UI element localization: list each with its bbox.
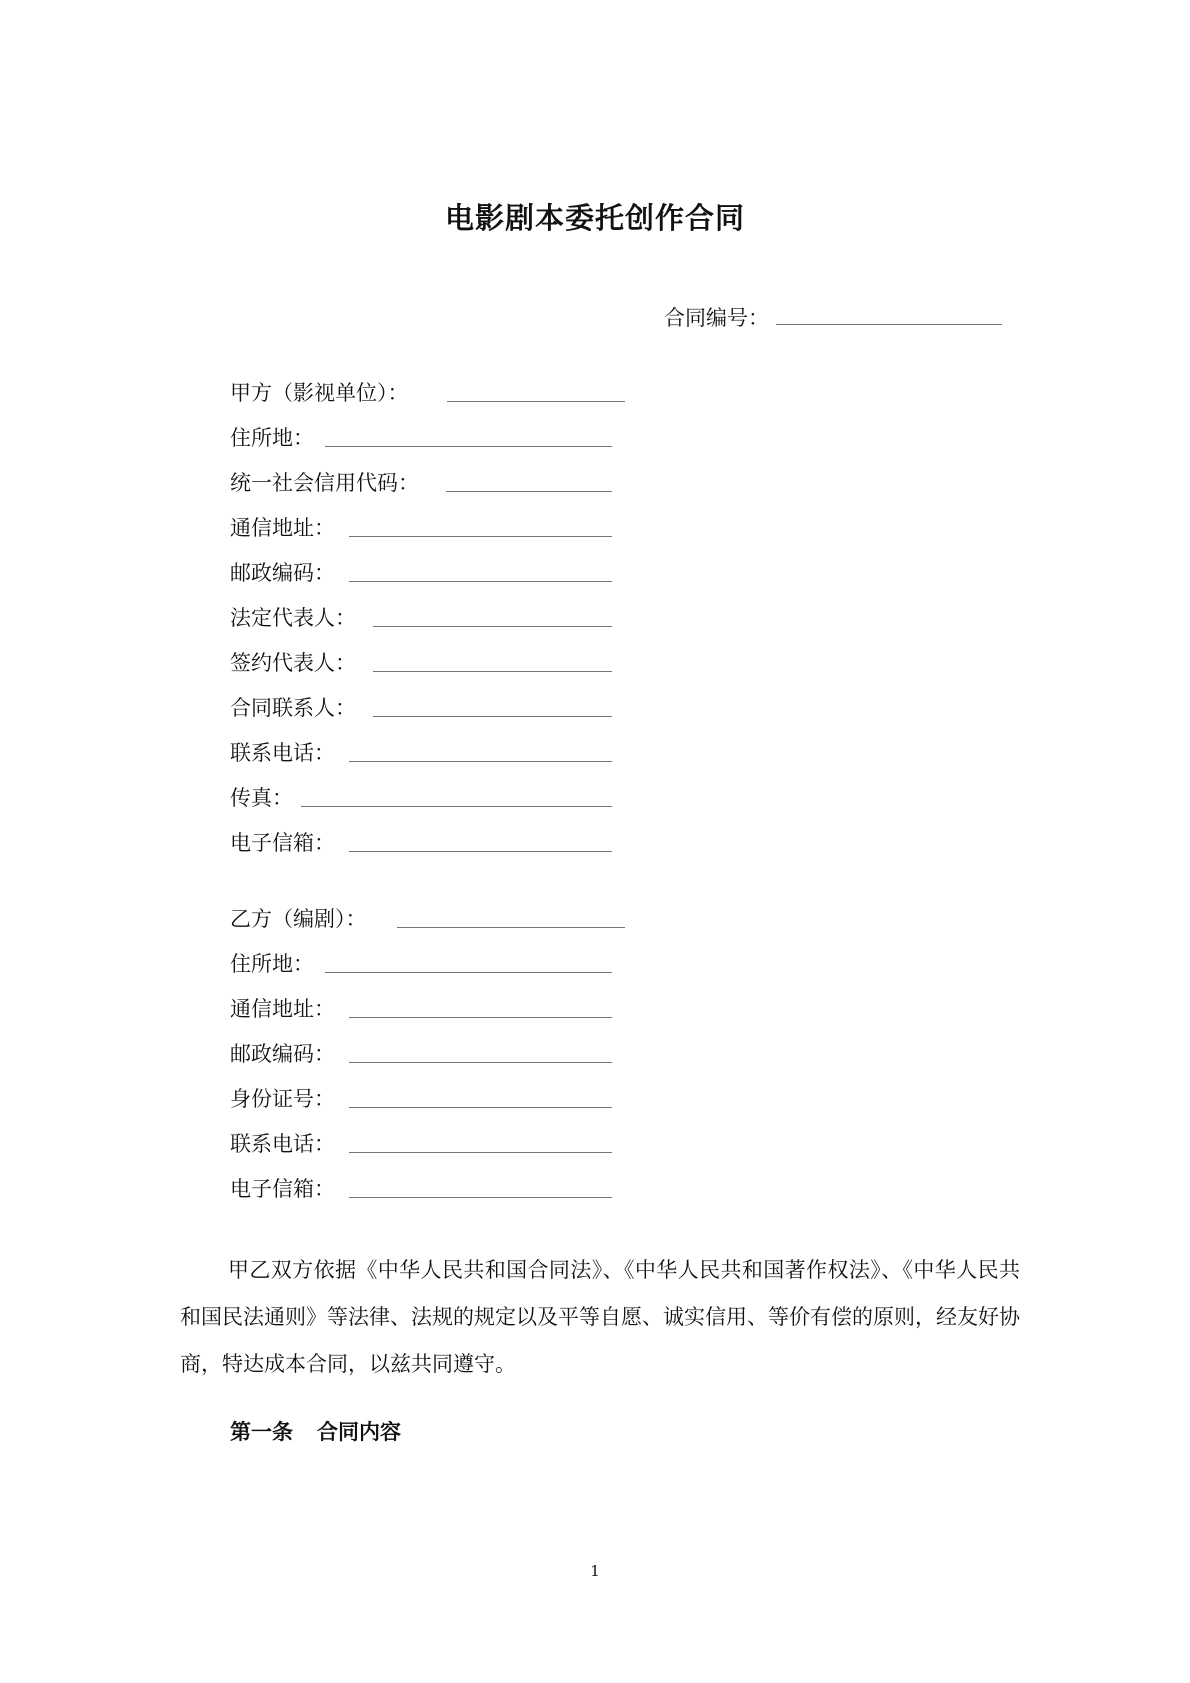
field-label: 住所地： xyxy=(230,952,314,976)
section-title: 合同内容 xyxy=(317,1420,401,1444)
field-label: 传真： xyxy=(230,786,293,810)
field-label: 邮政编码： xyxy=(230,1042,335,1066)
field-label: 联系电话： xyxy=(230,741,335,765)
party-b-mail-address-field xyxy=(230,993,335,1021)
party-a-credit-code-field xyxy=(230,467,419,495)
field-blank[interactable] xyxy=(349,581,612,582)
party-b-address-field xyxy=(230,948,314,976)
field-blank[interactable] xyxy=(301,806,612,807)
field-label: 通信地址： xyxy=(230,997,335,1021)
field-label: 电子信箱： xyxy=(230,831,335,855)
preamble-paragraph: 甲乙双方依据《中华人民共和国合同法》、《中华人民共和国著作权法》、《中华人民共和国民法通则》等法律、法规的规定以及平等自愿、诚实信用、等价有偿的原则，经友好协商，特达成本合同，以兹共同遵守。 xyxy=(180,1258,1020,1376)
field-label: 电子信箱： xyxy=(230,1177,335,1201)
field-blank[interactable] xyxy=(373,671,612,672)
field-label: 法定代表人： xyxy=(230,606,356,630)
party-a-fax-field xyxy=(230,782,293,810)
contract-number-blank[interactable] xyxy=(776,303,1002,325)
party-a-address-field xyxy=(230,422,314,450)
party-b-email-field xyxy=(230,1173,335,1201)
field-label: 邮政编码： xyxy=(230,561,335,585)
field-label: 乙方（编剧）： xyxy=(230,907,367,931)
field-blank[interactable] xyxy=(349,851,612,852)
field-blank[interactable] xyxy=(446,491,612,492)
field-label: 通信地址： xyxy=(230,516,335,540)
party-a-name-field xyxy=(230,377,409,405)
field-blank[interactable] xyxy=(325,446,612,447)
field-blank[interactable] xyxy=(325,972,612,973)
party-a-email-field xyxy=(230,827,335,855)
party-a-mail-address-field xyxy=(230,512,335,540)
section-heading xyxy=(230,1416,401,1446)
contract-number-label: 合同编号： xyxy=(664,306,769,330)
field-blank[interactable] xyxy=(373,626,612,627)
field-blank[interactable] xyxy=(349,1062,612,1063)
field-label: 签约代表人： xyxy=(230,651,356,675)
field-blank[interactable] xyxy=(349,536,612,537)
field-label: 甲方（影视单位）： xyxy=(230,381,409,405)
field-label: 合同联系人： xyxy=(230,696,356,720)
field-blank[interactable] xyxy=(397,927,625,928)
field-blank[interactable] xyxy=(447,401,625,402)
page-number: 1 xyxy=(590,1562,600,1580)
field-blank[interactable] xyxy=(349,761,612,762)
party-b-phone-field xyxy=(230,1128,335,1156)
party-a-contact-field xyxy=(230,692,356,720)
field-label: 统一社会信用代码： xyxy=(230,471,419,495)
section-number: 第一条 xyxy=(230,1420,293,1444)
contract-number-field xyxy=(664,302,1002,332)
party-a-signing-rep-field xyxy=(230,647,356,675)
party-a-phone-field xyxy=(230,737,335,765)
field-blank[interactable] xyxy=(373,716,612,717)
field-blank[interactable] xyxy=(349,1017,612,1018)
party-b-name-field xyxy=(230,903,367,931)
field-blank[interactable] xyxy=(349,1152,612,1153)
party-a-legal-rep-field xyxy=(230,602,356,630)
party-b-postcode-field xyxy=(230,1038,335,1066)
party-a-postcode-field xyxy=(230,557,335,585)
field-label: 联系电话： xyxy=(230,1132,335,1156)
field-blank[interactable] xyxy=(349,1107,612,1108)
party-b-id-number-field xyxy=(230,1083,335,1111)
field-label: 身份证号： xyxy=(230,1087,335,1111)
field-label: 住所地： xyxy=(230,426,314,450)
field-blank[interactable] xyxy=(349,1197,612,1198)
document-title: 电影剧本委托创作合同 xyxy=(444,201,745,235)
